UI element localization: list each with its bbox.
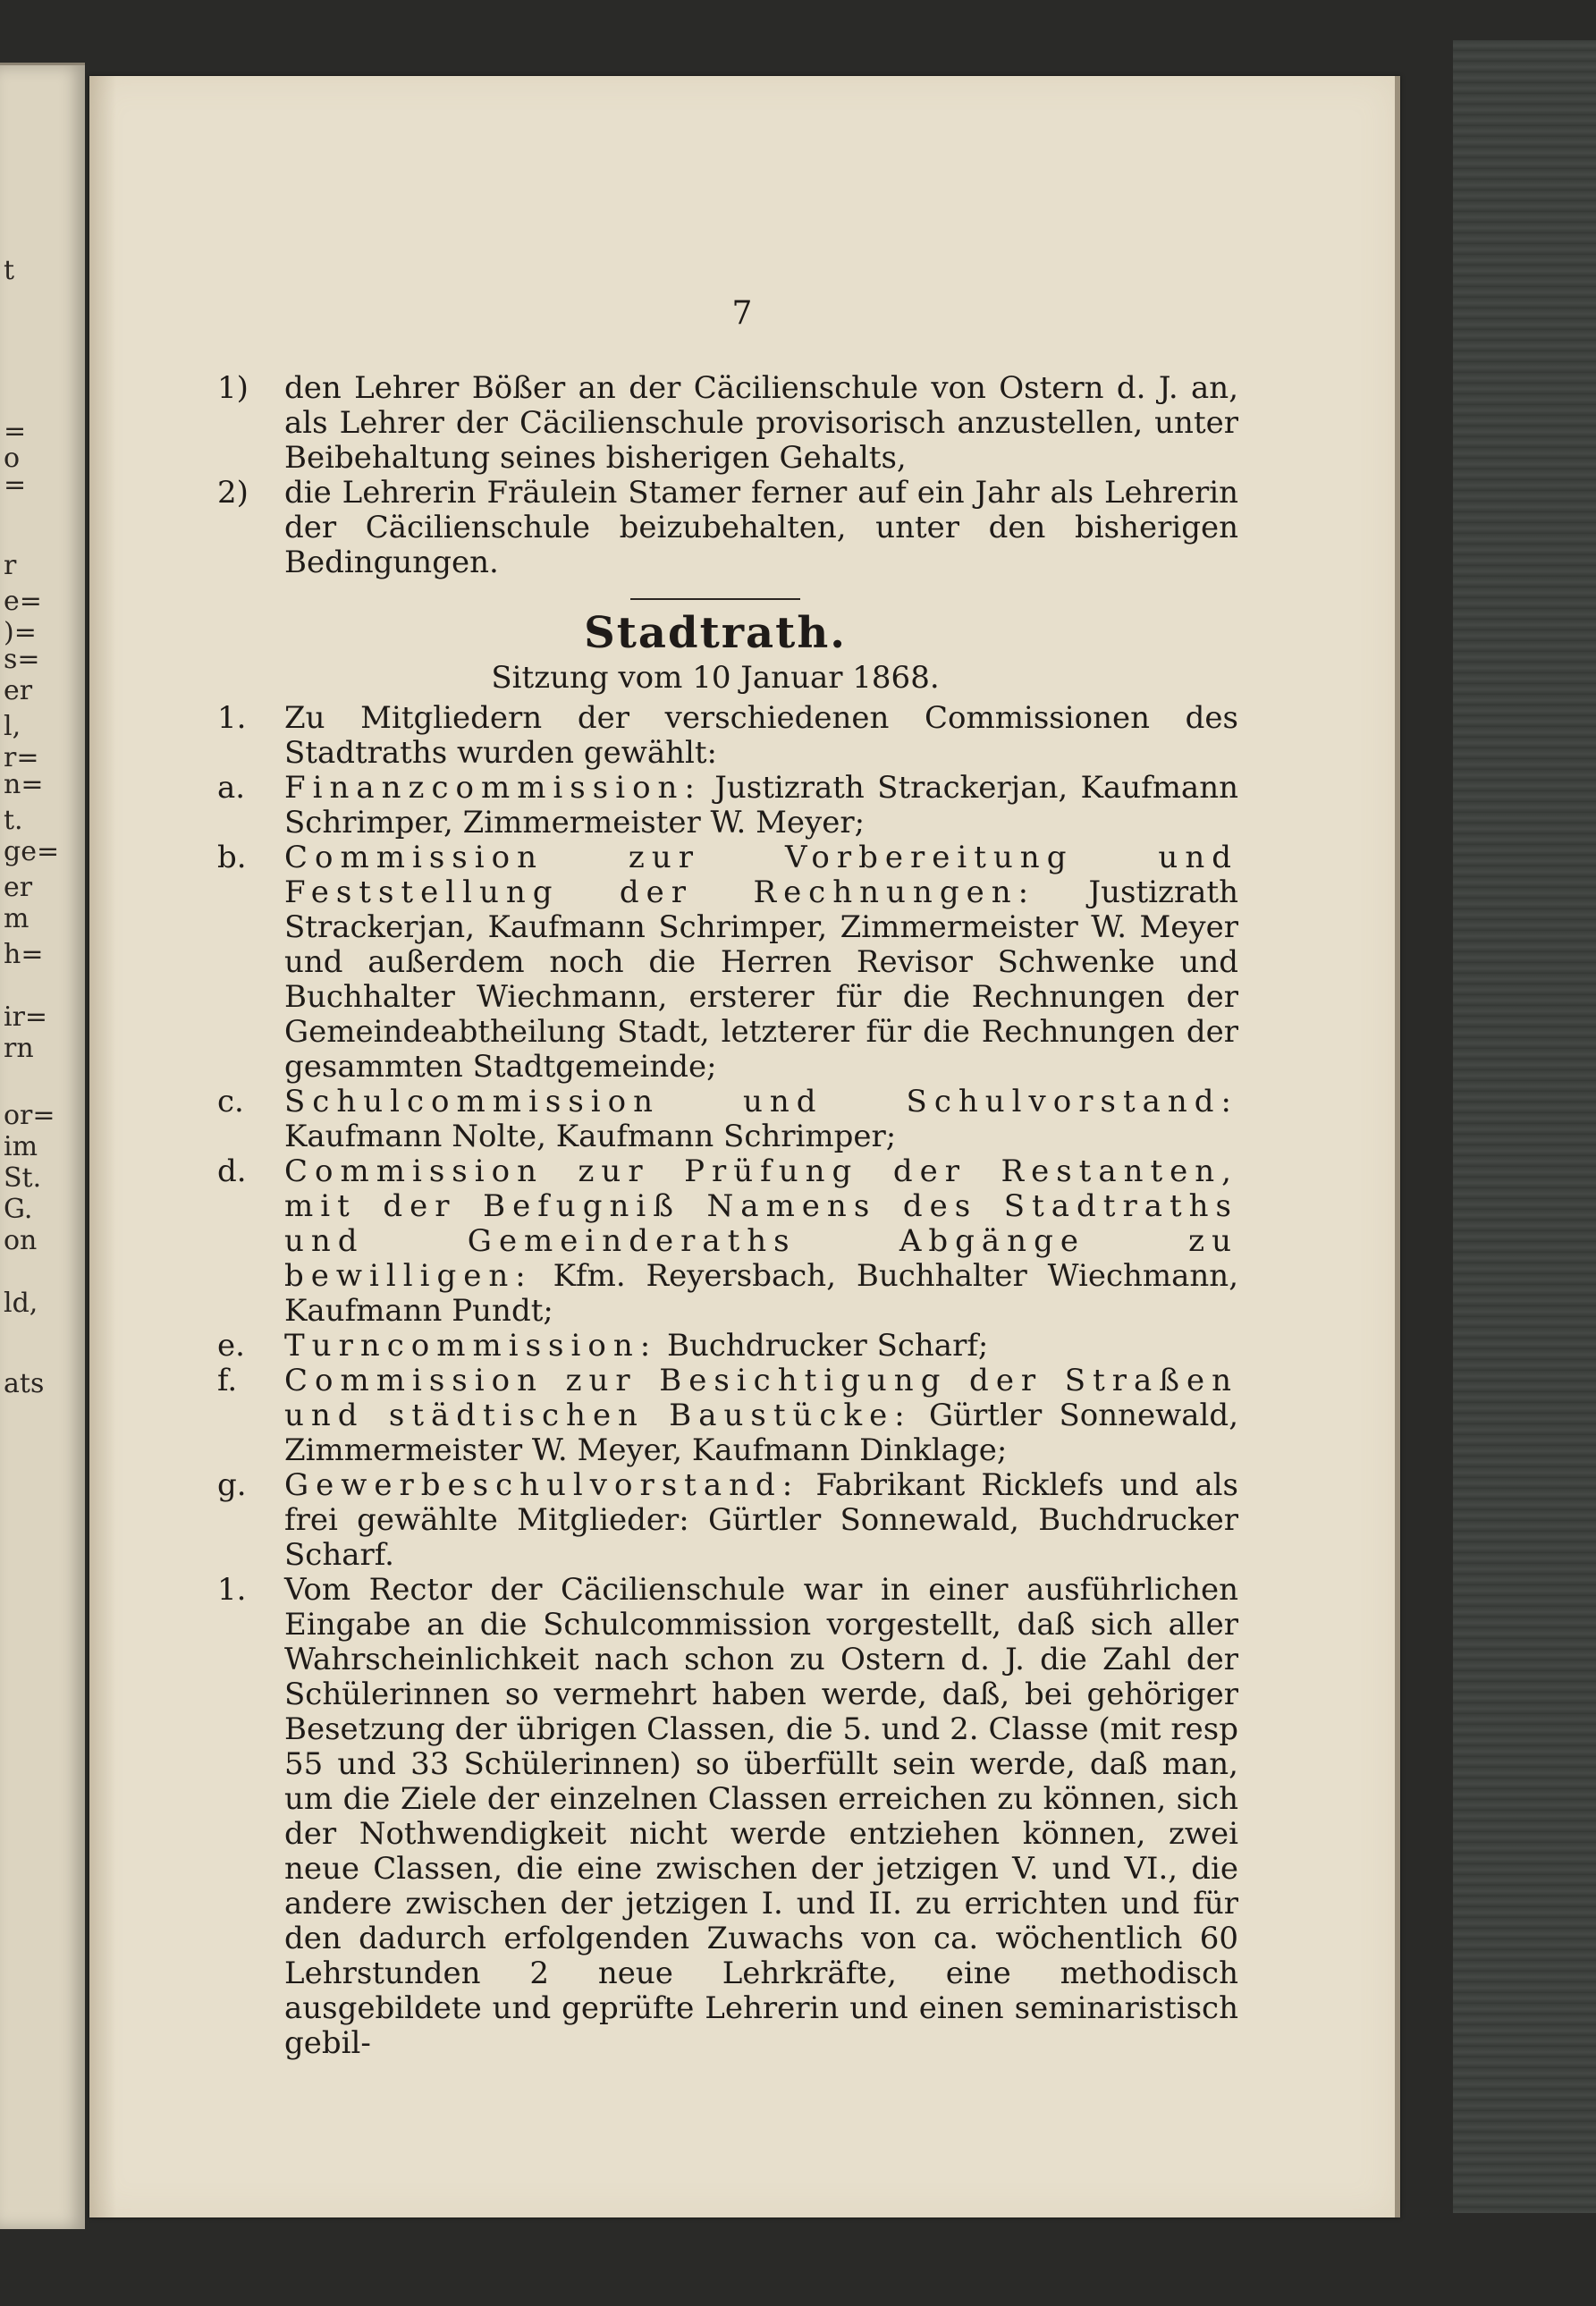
commission-members: Gürtler Sonnewald, Zimmermeister W. Meyer, Kaufmann Dinklage; [284, 1398, 1238, 1468]
margin-fragment: ats [4, 1368, 45, 1399]
commission-text [284, 1468, 1238, 1573]
list-marker: 1) [217, 370, 249, 406]
margin-fragment: ge= [4, 836, 60, 867]
commission-letter: d. [217, 1153, 247, 1189]
margin-fragment: r= [4, 742, 39, 773]
paragraph-number: 1. [217, 700, 247, 736]
commission-letter: b. [217, 840, 247, 875]
commission-item [192, 840, 1238, 1085]
commission-letter: c. [217, 1084, 244, 1119]
commission-text [284, 1364, 1238, 1468]
margin-fragment: ld, [4, 1288, 38, 1319]
left-page-edge [0, 63, 85, 2229]
margin-fragment: r [4, 550, 17, 581]
section-heading: Stadtrath. [584, 608, 847, 658]
page-text [192, 371, 1238, 2061]
margin-fragment: o [4, 443, 21, 474]
commission-letter: a. [217, 770, 246, 806]
margin-fragment: er [4, 675, 33, 706]
margin-fragment: St. [4, 1162, 42, 1194]
margin-fragment: h= [4, 939, 44, 970]
commission-letter: g. [217, 1467, 247, 1503]
section-divider [630, 598, 800, 600]
session-date: Sitzung vom 10 Januar 1868. [491, 660, 940, 696]
commission-text [284, 1329, 1238, 1364]
book-cover-edge [1453, 40, 1596, 2213]
margin-fragment: = [4, 469, 27, 501]
margin-fragment: m [4, 903, 30, 934]
margin-fragment: im [4, 1131, 38, 1162]
margin-fragment: t. [4, 805, 23, 836]
commission-item [192, 771, 1238, 840]
margin-fragment: or= [4, 1100, 55, 1131]
commission-text [284, 840, 1238, 1085]
margin-fragment: e= [4, 586, 42, 617]
commission-text [284, 1154, 1238, 1329]
list-text: die Lehrerin Fräulein Stamer ferner auf ein Jahr als Lehrerin der Cäcilienschule beizubehalten, unter den bisherigen Bedingungen. [284, 475, 1238, 580]
margin-fragment: rn [4, 1033, 34, 1064]
margin-fragment: er [4, 872, 33, 903]
book-page [89, 76, 1400, 2217]
commission-name: Commission zur Besichtigung der Straßen und städtischen Baustücke: [284, 1363, 1238, 1433]
commission-text [284, 771, 1238, 840]
commission-members: Justizrath Strackerjan, Kaufmann Schrimper, Zimmermeister W. Meyer und außerdem noch die Herren Revisor Schwenke und Buchhalter Wiechmann, ersterer für die Rechnungen der Gemeindeabtheilung Stadt, letzterer für die Rechnungen der gesammten Stadtgemeinde; [284, 874, 1238, 1085]
commission-members: Buchdrucker Scharf; [667, 1328, 989, 1364]
list-item [192, 371, 1238, 476]
margin-fragment: s= [4, 644, 40, 675]
commission-item [192, 1085, 1238, 1154]
commission-letter: f. [217, 1363, 238, 1398]
commission-letter: e. [217, 1328, 245, 1364]
commission-members: Justizrath Strackerjan, Kaufmann Schrimper, Zimmermeister W. Meyer; [284, 770, 1238, 840]
commission-item [192, 1364, 1238, 1468]
list-item [192, 476, 1238, 580]
commission-item [192, 1329, 1238, 1364]
intro-paragraph [192, 701, 1238, 771]
commission-text [284, 1085, 1238, 1154]
paragraph-number: 1. [217, 1572, 247, 1608]
commission-members: Kaufmann Nolte, Kaufmann Schrimper; [284, 1119, 897, 1154]
margin-fragment: n= [4, 769, 44, 800]
left-page-margin-fragments [0, 65, 60, 2229]
commission-item [192, 1468, 1238, 1573]
commission-members: Kfm. Reyersbach, Buchhalter Wiechmann, Kaufmann Pundt; [284, 1258, 1238, 1329]
closing-paragraph [192, 1573, 1238, 2061]
closing-text: Vom Rector der Cäcilienschule war in einer ausführlichen Eingabe an die Schulcommission vorgestellt, daß sich aller Wahrscheinlichkeit nach schon zu Ostern d. J. die Zahl der Schülerinnen so vermehrt haben werde, daß, bei gehöriger Besetzung der übrigen Classen, die 5. und 2. Classe (mit resp 55 und 33 Schülerinnen) so überfüllt sein werde, daß man, um die Ziele der einzelnen Classen erreichen zu können, sich der Nothwendigkeit nicht werde entziehen können, zwei neue Classen, die eine zwischen der jetzigen V. und VI., die andere zwischen der jetzigen I. und II. zu errichten und für den dadurch erfolgenden Zuwachs von ca. wöchentlich 60 Lehrstunden 2 neue Lehrkräfte, eine methodisch ausgebildete und geprüfte Lehrerin und einen seminaristisch gebil- [284, 1572, 1238, 2061]
page-gutter-shadow [89, 76, 116, 2217]
margin-fragment: l, [4, 711, 21, 742]
commission-name: Commission zur Prüfung der Restanten, mit der Befugniß Namens des Stadtraths und Gemeinderaths Abgänge zu bewilligen: [284, 1153, 1238, 1294]
commission-item [192, 1154, 1238, 1329]
commission-name: Finanzcommission: [284, 770, 702, 806]
page-number: 7 [731, 295, 753, 332]
margin-fragment: = [4, 416, 27, 447]
commission-list [192, 771, 1238, 1573]
commission-members: Fabrikant Ricklefs und als frei gewählte Mitglieder: Gürtler Sonnewald, Buchdrucker Scharf. [284, 1467, 1238, 1573]
commission-name: Turncommission: [284, 1328, 658, 1364]
margin-fragment: t [4, 255, 15, 286]
margin-fragment: ir= [4, 1001, 48, 1033]
margin-fragment: G. [4, 1194, 33, 1225]
commission-name: Gewerbeschulvorstand: [284, 1467, 800, 1503]
margin-fragment: on [4, 1225, 38, 1256]
intro-text: Zu Mitgliedern der verschiedenen Commissionen des Stadtraths wurden gewählt: [284, 700, 1238, 771]
list-text: den Lehrer Bößer an der Cäcilienschule von Ostern d. J. an, als Lehrer der Cäcilienschule provisorisch anzustellen, unter Beibehaltung seines bisherigen Gehalts, [284, 370, 1238, 476]
commission-name: Commission zur Vorbereitung und Feststellung der Rechnungen: [284, 840, 1238, 910]
list-marker: 2) [217, 475, 249, 511]
margin-fragment: )= [4, 617, 37, 648]
commission-name: Schulcommission und Schulvorstand: [284, 1084, 1238, 1119]
